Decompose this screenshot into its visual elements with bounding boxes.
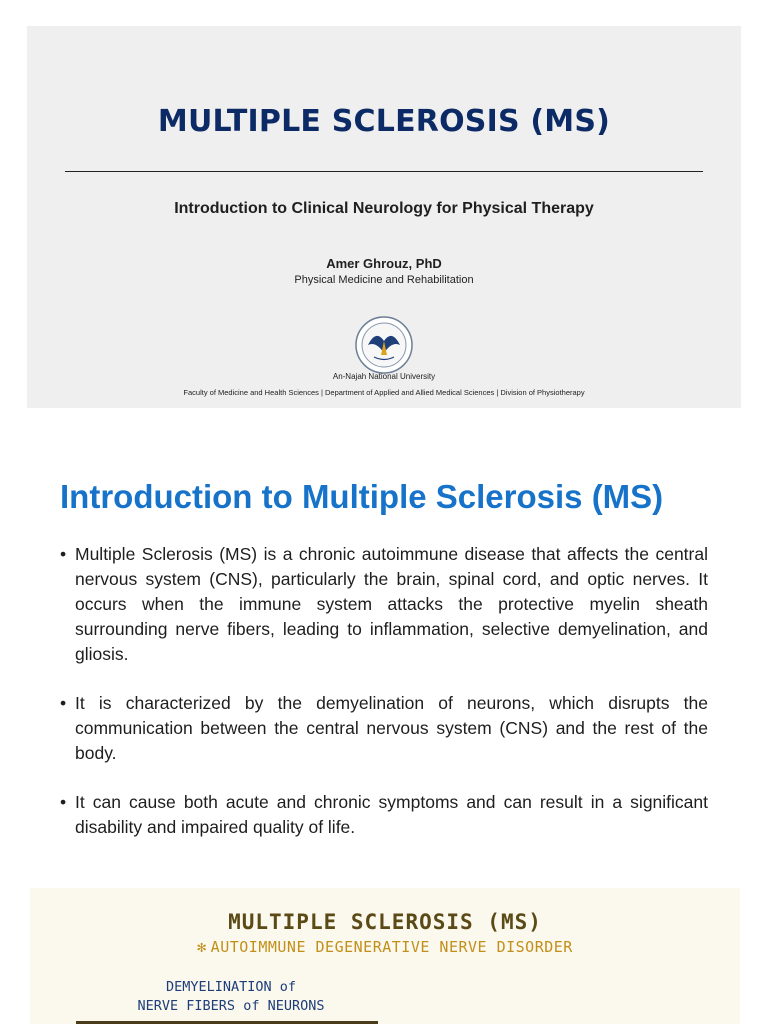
- asterisk-icon: ✻: [197, 938, 207, 956]
- intro-title: Introduction to Multiple Sclerosis (MS): [60, 478, 664, 515]
- illustration-subtitle: [30, 938, 740, 956]
- slide-subtitle: Introduction to Clinical Neurology for Physical Therapy: [174, 200, 594, 217]
- illustration-title: MULTIPLE SCLEROSIS (MS): [228, 910, 542, 934]
- demyelination-label: [126, 978, 336, 1016]
- bullet-text: Multiple Sclerosis (MS) is a chronic autoimmune disease that affects the central nervous system (CNS), particularly the brain, spinal cord, and optic nerves. It occurs when the immune system attacks the protective myelin sheath surrounding nerve fibers, leading to inflammation, selective demyelination, and gliosis.: [75, 544, 708, 664]
- bullet-item: [60, 542, 708, 667]
- bullet-marker: •: [60, 693, 67, 713]
- bullet-text: It is characterized by the demyelination of neurons, which disrupts the communication between the central nervous system (CNS) and the rest of the body.: [75, 693, 708, 763]
- illustration-slide: [30, 888, 740, 1024]
- bullet-item: [60, 691, 708, 766]
- illustration-subtitle-text: AUTOIMMUNE DEGENERATIVE NERVE DISORDER: [210, 938, 573, 956]
- bullet-marker: •: [60, 544, 67, 564]
- label-line: NERVE FIBERS of NEURONS: [137, 998, 325, 1014]
- university-seal-icon: [354, 315, 414, 375]
- faculty-line: Faculty of Medicine and Health Sciences | Department of Applied and Allied Medical Sciences | Division of Physiotherapy: [183, 388, 585, 397]
- bullet-text: It can cause both acute and chronic symptoms and can result in a significant disability and impaired quality of life.: [75, 792, 708, 837]
- label-line: DEMYELINATION of: [165, 979, 297, 995]
- intro-bullet-list: [60, 542, 708, 864]
- bullet-item: [60, 790, 708, 840]
- author-department: Physical Medicine and Rehabilitation: [294, 274, 474, 286]
- slide-title: MULTIPLE SCLEROSIS (MS): [157, 104, 611, 139]
- title-divider: [65, 171, 703, 172]
- university-name: An-Najah National University: [332, 372, 436, 381]
- bullet-marker: •: [60, 792, 67, 812]
- author-name: Amer Ghrouz, PhD: [326, 256, 442, 271]
- title-slide: [27, 26, 741, 408]
